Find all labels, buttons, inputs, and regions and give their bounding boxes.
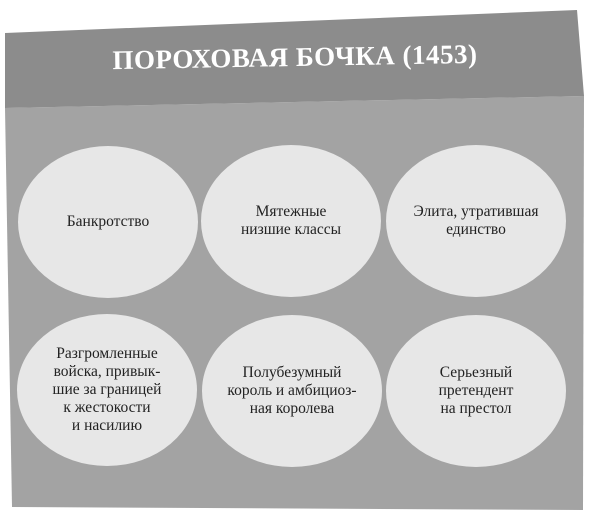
cause-label: Элита, утратившая единство xyxy=(413,203,539,238)
cause-circle-divided-elite xyxy=(386,145,566,297)
cause-label: Полубезумный король и амбициоз- ная королева xyxy=(227,364,357,417)
cause-label: Банкротство xyxy=(66,213,150,230)
cause-circle-mad-king-and-queen xyxy=(202,315,382,467)
cause-circle-rebellious-lower-classes xyxy=(201,145,381,297)
cause-circle-defeated-troops xyxy=(17,314,197,466)
cause-label: Мятежные низшие классы xyxy=(240,203,342,238)
cause-circle-bankruptcy xyxy=(18,146,198,298)
cause-circle-throne-claimant xyxy=(386,315,566,467)
cause-label: Серьезный претендент на престол xyxy=(438,364,514,417)
diagram-title: ПОРОХОВАЯ БОЧКА (1453) xyxy=(112,38,478,76)
cause-label: Разгромленные войска, привык- шие за границей к жестокости и насилию xyxy=(52,345,162,434)
